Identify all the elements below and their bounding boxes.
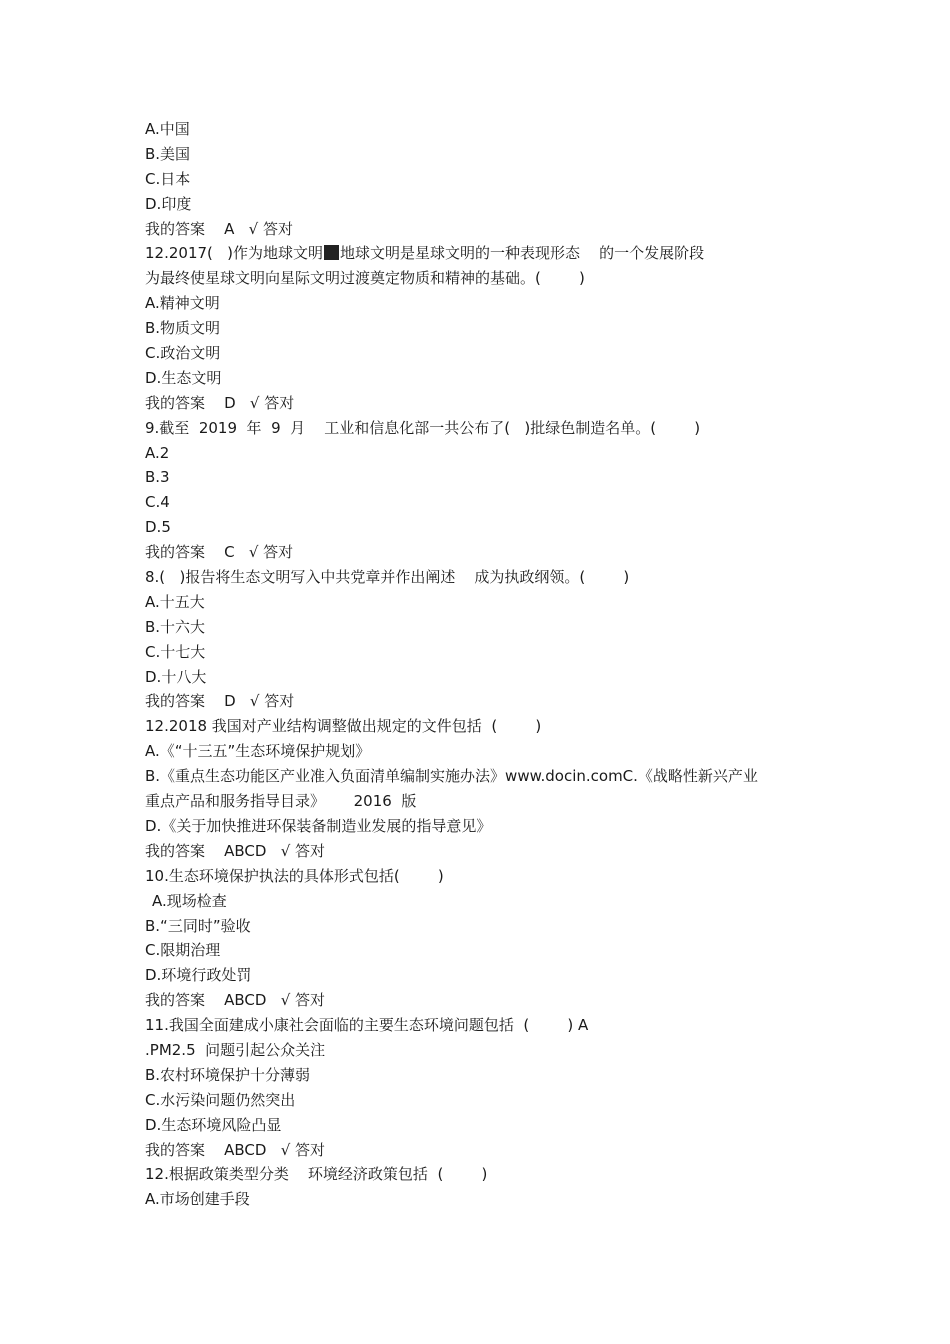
document-body [145,117,825,1212]
text-line: A.市场创建手段 [145,1190,250,1209]
text-line: D.《关于加快推进环保装备制造业发展的指导意见》 [145,816,492,835]
glyph-mark-icon [324,245,339,260]
text-line: B.十六大 [145,617,206,636]
text-line: 10.生态环境保护执法的具体形式包括( ) [145,866,444,885]
text-line: D.5 [145,518,171,537]
text-line: 我的答案 ABCD √ 答对 [145,991,326,1010]
text-line: C.水污染问题仍然突出 [145,1090,296,1109]
text-line: 我的答案 D √ 答对 [145,393,295,412]
text-line: 12.2018 我国对产业结构调整做出规定的文件包括 ( ) [145,717,542,736]
text-line: 我的答案 A √ 答对 [145,219,293,238]
text-line: 我的答案 D √ 答对 [145,692,295,711]
text-line: B.农村环境保护十分薄弱 [145,1065,311,1084]
text-line: D.生态文明 [145,368,222,387]
text-line: 11.我国全面建成小康社会面临的主要生态环境问题包括 ( ) A [145,1016,589,1035]
text-line: A.《“十三五”生态环境保护规划》 [145,742,371,761]
text-line: D.印度 [145,194,192,213]
text-line: 重点产品和服务指导目录》 2016 版 [145,792,417,811]
text-line: 9.截至 2019 年 9 月 工业和信息化部一共公布了( )批绿色制造名单。( ) [145,418,701,437]
text-line: A.中国 [145,120,190,138]
text-line: .PM2.5 问题引起公众关注 [145,1040,326,1059]
text-line: B.“三同时”验收 [145,916,251,935]
text-line: 我的答案 ABCD √ 答对 [145,1140,326,1159]
text-segment: 地球文明是星球文明的一种表现形态 的一个发展阶段 [340,244,705,263]
text-line: A.十五大 [145,592,205,611]
text-segment: 12.2017( )作为地球文明 [145,244,324,263]
text-line: 为最终使星球文明向星际文明过渡奠定物质和精神的基础。( ) [145,269,585,288]
text-line: 我的答案 ABCD √ 答对 [145,841,326,860]
text-line: C.限期治理 [145,941,221,960]
text-line: C.4 [145,493,170,512]
text-line: D.生态环境风险凸显 [145,1115,282,1134]
text-line: 12.根据政策类型分类 环境经济政策包括 ( ) [145,1165,488,1184]
text-line: 8.( )报告将生态文明写入中共党章并作出阐述 成为执政纲领。( ) [145,568,630,587]
text-line: B.《重点生态功能区产业准入负面清单编制实施办法》www.docin.comC.《战略性新兴产业 [145,767,758,786]
text-line: B.物质文明 [145,319,221,338]
text-line: A.精神文明 [145,294,220,313]
text-line: D.环境行政处罚 [145,966,252,985]
text-line: A.2 [145,443,170,462]
text-line: B.3 [145,468,170,487]
text-line: 我的答案 C √ 答对 [145,543,294,562]
text-line [145,241,825,266]
text-line: B.美国 [145,144,191,163]
text-line: C.政治文明 [145,344,221,363]
text-line: C.十七大 [145,642,206,661]
text-line: C.日本 [145,169,191,188]
text-line: D.十八大 [145,667,207,686]
text-line: A.现场检查 [152,891,227,910]
